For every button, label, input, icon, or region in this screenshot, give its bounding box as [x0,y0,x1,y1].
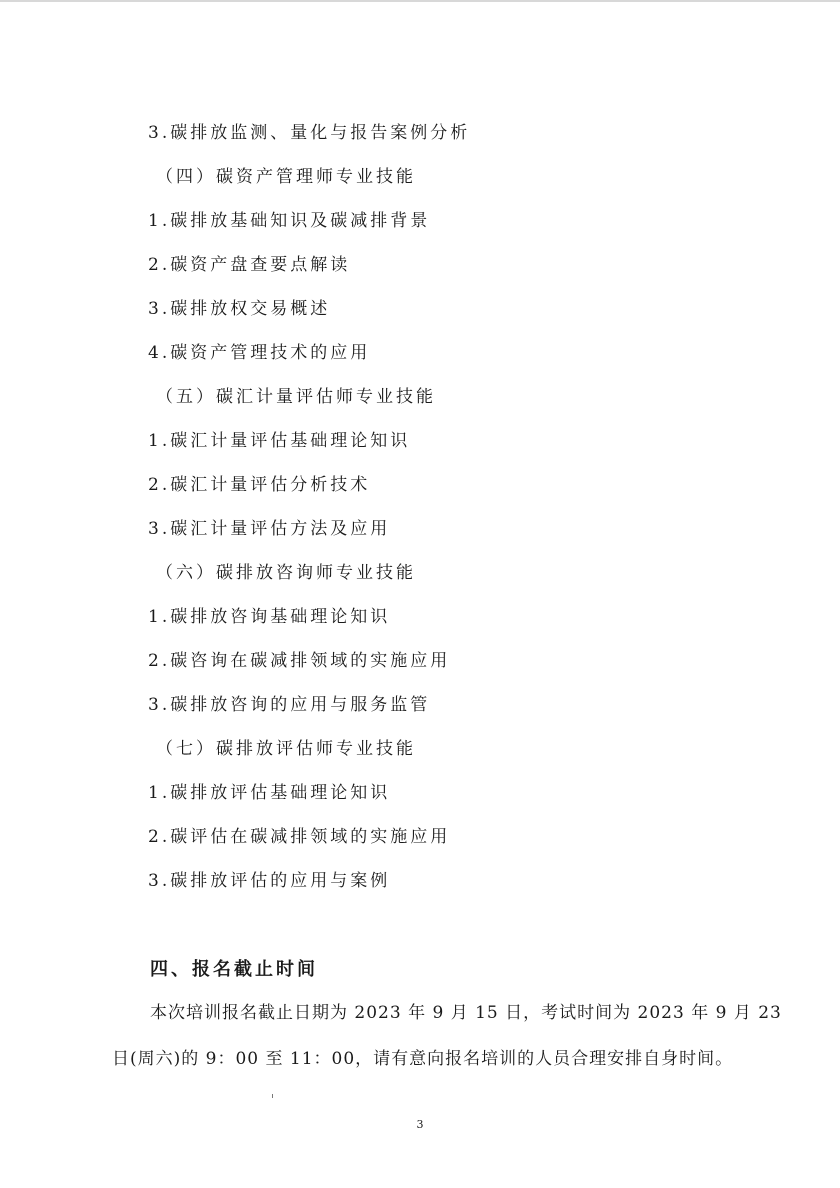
subsection-title: （六）碳排放咨询师专业技能 [156,563,416,583]
subsection-title: （四）碳资产管理师专业技能 [156,167,416,187]
list-item: 1.碳排放基础知识及碳减排背景 [148,211,431,231]
paragraph-line: 本次培训报名截止日期为 2023 年 9 月 15 日，考试时间为 2023 年 9 月 23 [150,1003,782,1023]
subsection-title: （七）碳排放评估师专业技能 [156,739,416,759]
list-item: 3.碳排放监测、量化与报告案例分析 [148,123,471,143]
list-item: 4.碳资产管理技术的应用 [148,343,371,363]
page-number: 3 [416,1118,424,1131]
list-item: 2.碳评估在碳减排领域的实施应用 [148,827,451,847]
scan-speck [272,1094,273,1098]
list-item: 3.碳排放评估的应用与案例 [148,871,391,891]
list-item: 3.碳排放咨询的应用与服务监管 [148,695,431,715]
list-item: 2.碳资产盘查要点解读 [148,255,351,275]
list-item: 3.碳排放权交易概述 [148,299,331,319]
subsection-title: （五）碳汇计量评估师专业技能 [156,387,436,407]
list-item: 3.碳汇计量评估方法及应用 [148,519,391,539]
list-item: 1.碳汇计量评估基础理论知识 [148,431,411,451]
section-heading: 四、报名截止时间 [150,959,318,980]
list-item: 1.碳排放评估基础理论知识 [148,783,391,803]
list-item: 1.碳排放咨询基础理论知识 [148,607,391,627]
paragraph-line: 日(周六)的 9：00 至 11：00，请有意向报名培训的人员合理安排自身时间。 [112,1049,734,1069]
list-item: 2.碳汇计量评估分析技术 [148,475,371,495]
list-item: 2.碳咨询在碳减排领域的实施应用 [148,651,451,671]
